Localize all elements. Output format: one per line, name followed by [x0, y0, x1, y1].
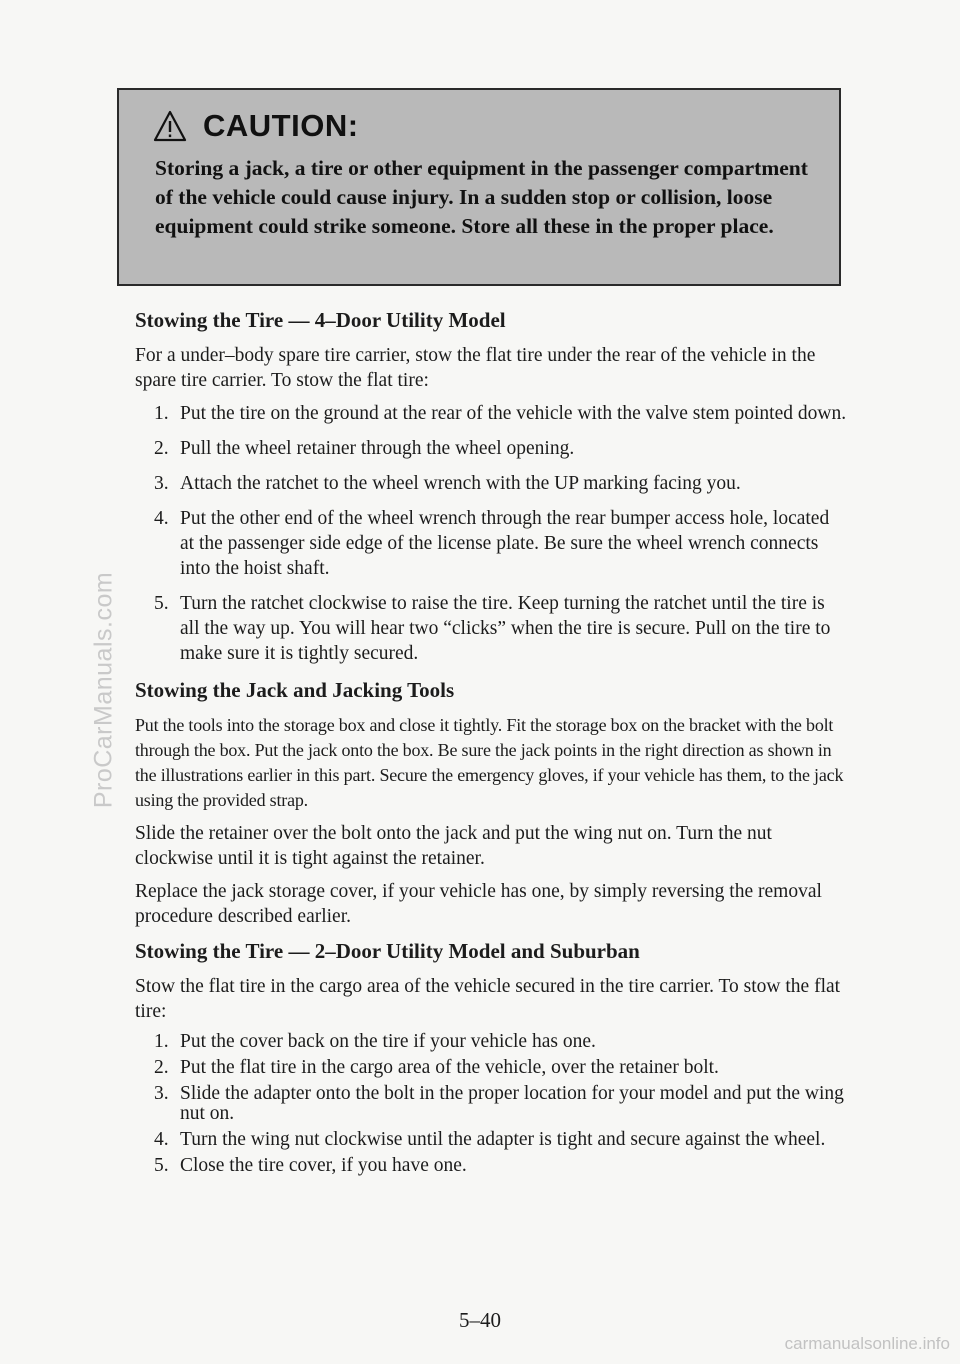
step-text: Attach the ratchet to the wheel wrench with the UP marking facing you. — [180, 473, 741, 494]
step-number: 2. — [154, 1057, 169, 1078]
step-text: Put the other end of the wheel wrench through the rear bumper access hole, located at the passenger side edge of the license plate. Be sure the wheel wrench connects into the hoist shaft. — [180, 508, 830, 579]
list-item — [135, 1032, 847, 1052]
step-number: 3. — [154, 1083, 169, 1104]
bottom-watermark: carmanualsonline.info — [784, 1334, 950, 1353]
step-text: Put the cover back on the tire if your vehicle has one. — [180, 1031, 596, 1052]
step-text: Close the tire cover, if you have one. — [180, 1155, 467, 1176]
list-item — [135, 436, 847, 461]
list-item — [135, 1156, 847, 1176]
list-item — [135, 1058, 847, 1078]
step-number: 4. — [154, 1129, 169, 1150]
step-number: 5. — [154, 593, 169, 614]
section-heading-4door: Stowing the Tire — 4–Door Utility Model — [135, 308, 506, 332]
section-heading-2door: Stowing the Tire — 2–Door Utility Model and Suburban — [135, 939, 640, 963]
step-number: 3. — [154, 473, 169, 494]
step-number: 2. — [154, 438, 169, 459]
list-item — [135, 471, 847, 496]
list-item — [135, 506, 847, 581]
caution-text: Storing a jack, a tire or other equipment in the passenger compartment of the vehicle could cause injury. In a sudden stop or collision, loose equipment could strike someone. Store all these in the proper place. — [155, 156, 808, 238]
step-number: 5. — [154, 1155, 169, 1176]
caution-box — [117, 88, 841, 286]
steps-list-4door — [135, 401, 847, 666]
list-item — [135, 1130, 847, 1150]
caution-header — [153, 108, 817, 144]
page-content — [135, 306, 847, 1182]
step-text: Put the flat tire in the cargo area of the vehicle, over the retainer bolt. — [180, 1057, 719, 1078]
step-text: Pull the wheel retainer through the wheel opening. — [180, 438, 575, 459]
section-heading-jack: Stowing the Jack and Jacking Tools — [135, 678, 455, 702]
list-item — [135, 401, 847, 426]
step-text: Turn the wing nut clockwise until the adapter is tight and secure against the wheel. — [180, 1129, 826, 1150]
warning-triangle-icon — [153, 110, 187, 142]
section-intro-2door: Stow the flat tire in the cargo area of the vehicle secured in the tire carrier. To stow the flat tire: — [135, 976, 841, 1022]
jack-paragraph-2: Slide the retainer over the bolt onto the jack and put the wing nut on. Turn the nut clockwise until it is tight against the retainer. — [135, 823, 772, 869]
step-number: 1. — [154, 403, 169, 424]
step-number: 1. — [154, 1031, 169, 1052]
jack-paragraph-3: Replace the jack storage cover, if your vehicle has one, by simply reversing the removal procedure described earlier. — [135, 881, 822, 927]
step-text: Slide the adapter onto the bolt in the proper location for your model and put the wing nut on. — [180, 1083, 844, 1124]
list-item — [135, 1084, 847, 1124]
side-watermark: ProCarManuals.com — [89, 571, 118, 809]
step-text: Turn the ratchet clockwise to raise the tire. Keep turning the ratchet until the tire is all the way up. You will hear two “clicks” when the tire is secure. Pull on the tire to make sure it is tightly secured. — [180, 593, 831, 664]
steps-list-2door — [135, 1032, 847, 1176]
jack-paragraph-1: Put the tools into the storage box and close it tightly. Fit the storage box on the bracket with the bolt through the box. Put the jack onto the box. Be sure the jack points in the right direction as shown in the illustrations earlier in this part. Secure the emergency gloves, if your vehicle has them, to the jack using the provided strap. — [135, 715, 844, 810]
section-intro-4door: For a under–body spare tire carrier, stow the flat tire under the rear of the vehicle in the spare tire carrier. To stow the flat tire: — [135, 345, 816, 391]
caution-title: CAUTION: — [203, 108, 359, 143]
page-number: 5–40 — [459, 1308, 501, 1332]
step-number: 4. — [154, 508, 169, 529]
step-text: Put the tire on the ground at the rear of the vehicle with the valve stem pointed down. — [180, 403, 847, 424]
list-item — [135, 591, 847, 666]
